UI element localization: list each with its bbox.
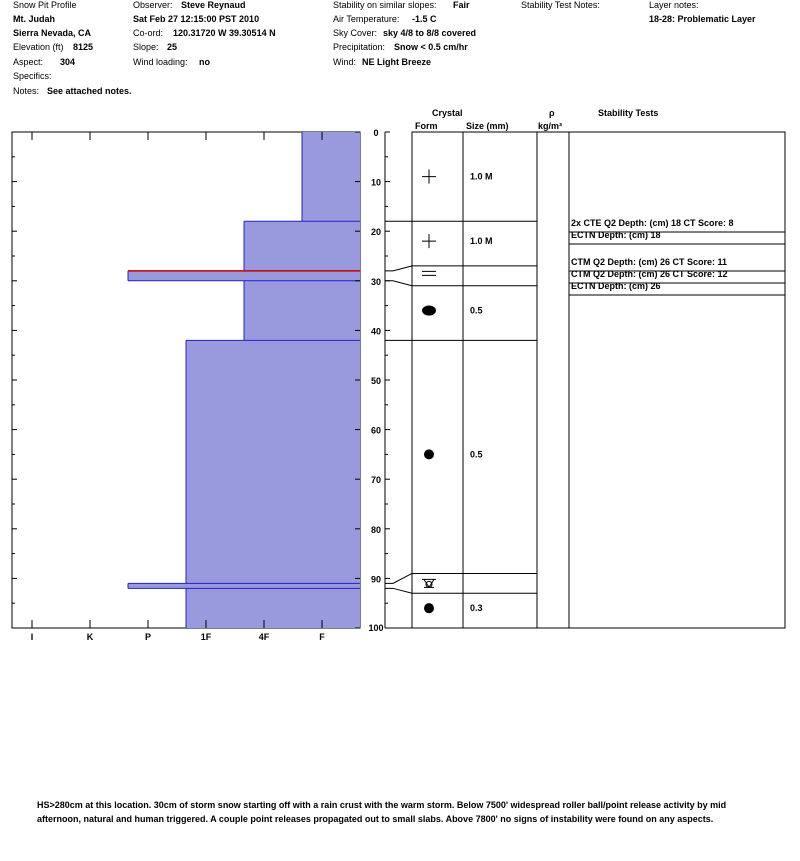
wind-label: Wind: xyxy=(333,57,357,67)
specifics-label: Specifics: xyxy=(13,71,52,81)
stability-test-4: ECTN Depth: (cm) 26 xyxy=(571,281,661,291)
hardness-layer-5 xyxy=(128,583,360,588)
depth-label-20: 20 xyxy=(370,227,382,238)
stability-value: Fair xyxy=(453,0,470,10)
air-temp-value: -1.5 C xyxy=(412,14,437,24)
observer-label: Observer: xyxy=(133,0,173,10)
precip-label: Precipitation: xyxy=(333,42,386,52)
air-temp-label: Air Temperature: xyxy=(333,14,400,24)
hardness-label-F: F xyxy=(319,632,325,642)
layer-notes-label: Layer notes: xyxy=(649,0,699,10)
depth-label-100: 100 xyxy=(368,623,384,633)
coord-label: Co-ord: xyxy=(133,28,164,38)
stability-test-2: CTM Q2 Depth: (cm) 26 CT Score: 11 xyxy=(571,257,728,267)
elevation-label: Elevation (ft) xyxy=(13,42,64,52)
density-unit-header: kg/m³ xyxy=(538,121,563,131)
hardness-layer-3 xyxy=(244,281,360,341)
hardness-layer-4 xyxy=(186,340,360,583)
rho-header: ρ xyxy=(549,108,555,118)
hardness-label-1F: 1F xyxy=(200,632,212,642)
crystal-plus-0 xyxy=(422,170,436,184)
region-name: Sierra Nevada, CA xyxy=(13,28,92,38)
crystal-size-1: 1.0 M xyxy=(470,236,493,247)
boundary-connector-5 xyxy=(385,588,412,593)
wind-loading-label: Wind loading: xyxy=(133,57,188,67)
crystal-size-6: 0.3 xyxy=(470,603,483,614)
crystal-table-frame xyxy=(412,132,785,628)
location-name: Mt. Judah xyxy=(13,14,55,24)
hardness-layer-0 xyxy=(302,132,360,221)
observer-value: Steve Reynaud xyxy=(181,0,246,10)
aspect-label: Aspect: xyxy=(13,57,44,67)
wind-loading-value: no xyxy=(199,57,210,67)
depth-label-0: 0 xyxy=(373,128,379,138)
crystal-dot-4 xyxy=(424,449,434,459)
crystal-size-0: 1.0 M xyxy=(470,171,493,182)
hardness-layer-6 xyxy=(186,588,360,628)
boundary-connector-2 xyxy=(385,281,412,286)
notes-label: Notes: xyxy=(13,86,40,96)
hardness-label-I: I xyxy=(30,632,34,642)
stability-tests-header: Stability Tests xyxy=(598,108,659,118)
layer-notes-value: 18-28: Problematic Layer xyxy=(649,14,756,24)
crystal-size-4: 0.5 xyxy=(470,449,483,460)
hardness-label-4F: 4F xyxy=(258,632,270,642)
profile-title: Snow Pit Profile xyxy=(13,0,77,10)
form-header: Form xyxy=(415,121,438,131)
crystal-header: Crystal xyxy=(432,108,463,118)
crystal-dot-6 xyxy=(424,603,434,613)
hardness-layer-2 xyxy=(128,271,360,281)
slope-value: 25 xyxy=(167,42,178,52)
hardness-label-K: K xyxy=(86,632,94,642)
sky-cover-label: Sky Cover: xyxy=(333,28,378,38)
depth-label-80: 80 xyxy=(370,524,382,535)
depth-label-50: 50 xyxy=(370,376,382,386)
depth-label-40: 40 xyxy=(370,326,382,337)
observation-date: Sat Feb 27 12:15:00 PST 2010 xyxy=(133,14,260,24)
boundary-connector-1 xyxy=(385,266,412,271)
depth-label-10: 10 xyxy=(370,177,382,188)
crystal-equals-2 xyxy=(422,271,436,275)
notes-value: See attached notes. xyxy=(47,86,132,96)
depth-label-60: 60 xyxy=(370,425,382,436)
coord-value: 120.31720 W 39.30514 N xyxy=(173,28,276,38)
sky-cover-value: sky 4/8 to 8/8 covered xyxy=(383,28,477,38)
hardness-label-P: P xyxy=(144,632,152,642)
aspect-value: 304 xyxy=(60,57,76,67)
precip-value: Snow < 0.5 cm/hr xyxy=(394,42,468,52)
size-header: Size (mm) xyxy=(466,121,509,131)
slope-label: Slope: xyxy=(133,42,159,52)
depth-label-70: 70 xyxy=(370,475,382,486)
hardness-layer-1 xyxy=(244,221,360,271)
depth-label-90: 90 xyxy=(370,574,382,585)
wind-value: NE Light Breeze xyxy=(362,57,432,67)
footer-notes: HS>280cm at this location. 30cm of storm snow starting off with a rain crust with the warm storm. Below 7500' widespread roller ball/point release activity by mid afternoon, natural and human triggered. A couple point releases propagated out to small slabs. Above 7800' no signs of instability were found on any aspects. xyxy=(37,800,727,824)
elevation-value: 8125 xyxy=(73,42,94,52)
crystal-plus-1 xyxy=(422,234,436,248)
crystal-dot-large-3 xyxy=(422,306,436,316)
crystal-ice-grain-5 xyxy=(422,579,436,587)
stability-test-1: ECTN Depth: (cm) 18 xyxy=(571,230,661,240)
stability-test-notes-label: Stability Test Notes: xyxy=(521,0,600,10)
stability-test-0: 2x CTE Q2 Depth: (cm) 18 CT Score: 8 xyxy=(571,218,734,228)
stability-label: Stability on similar slopes: xyxy=(333,0,437,10)
crystal-size-3: 0.5 xyxy=(470,305,483,316)
stability-test-3: CTM Q2 Depth: (cm) 26 CT Score: 12 xyxy=(571,269,728,279)
depth-label-30: 30 xyxy=(370,276,382,287)
